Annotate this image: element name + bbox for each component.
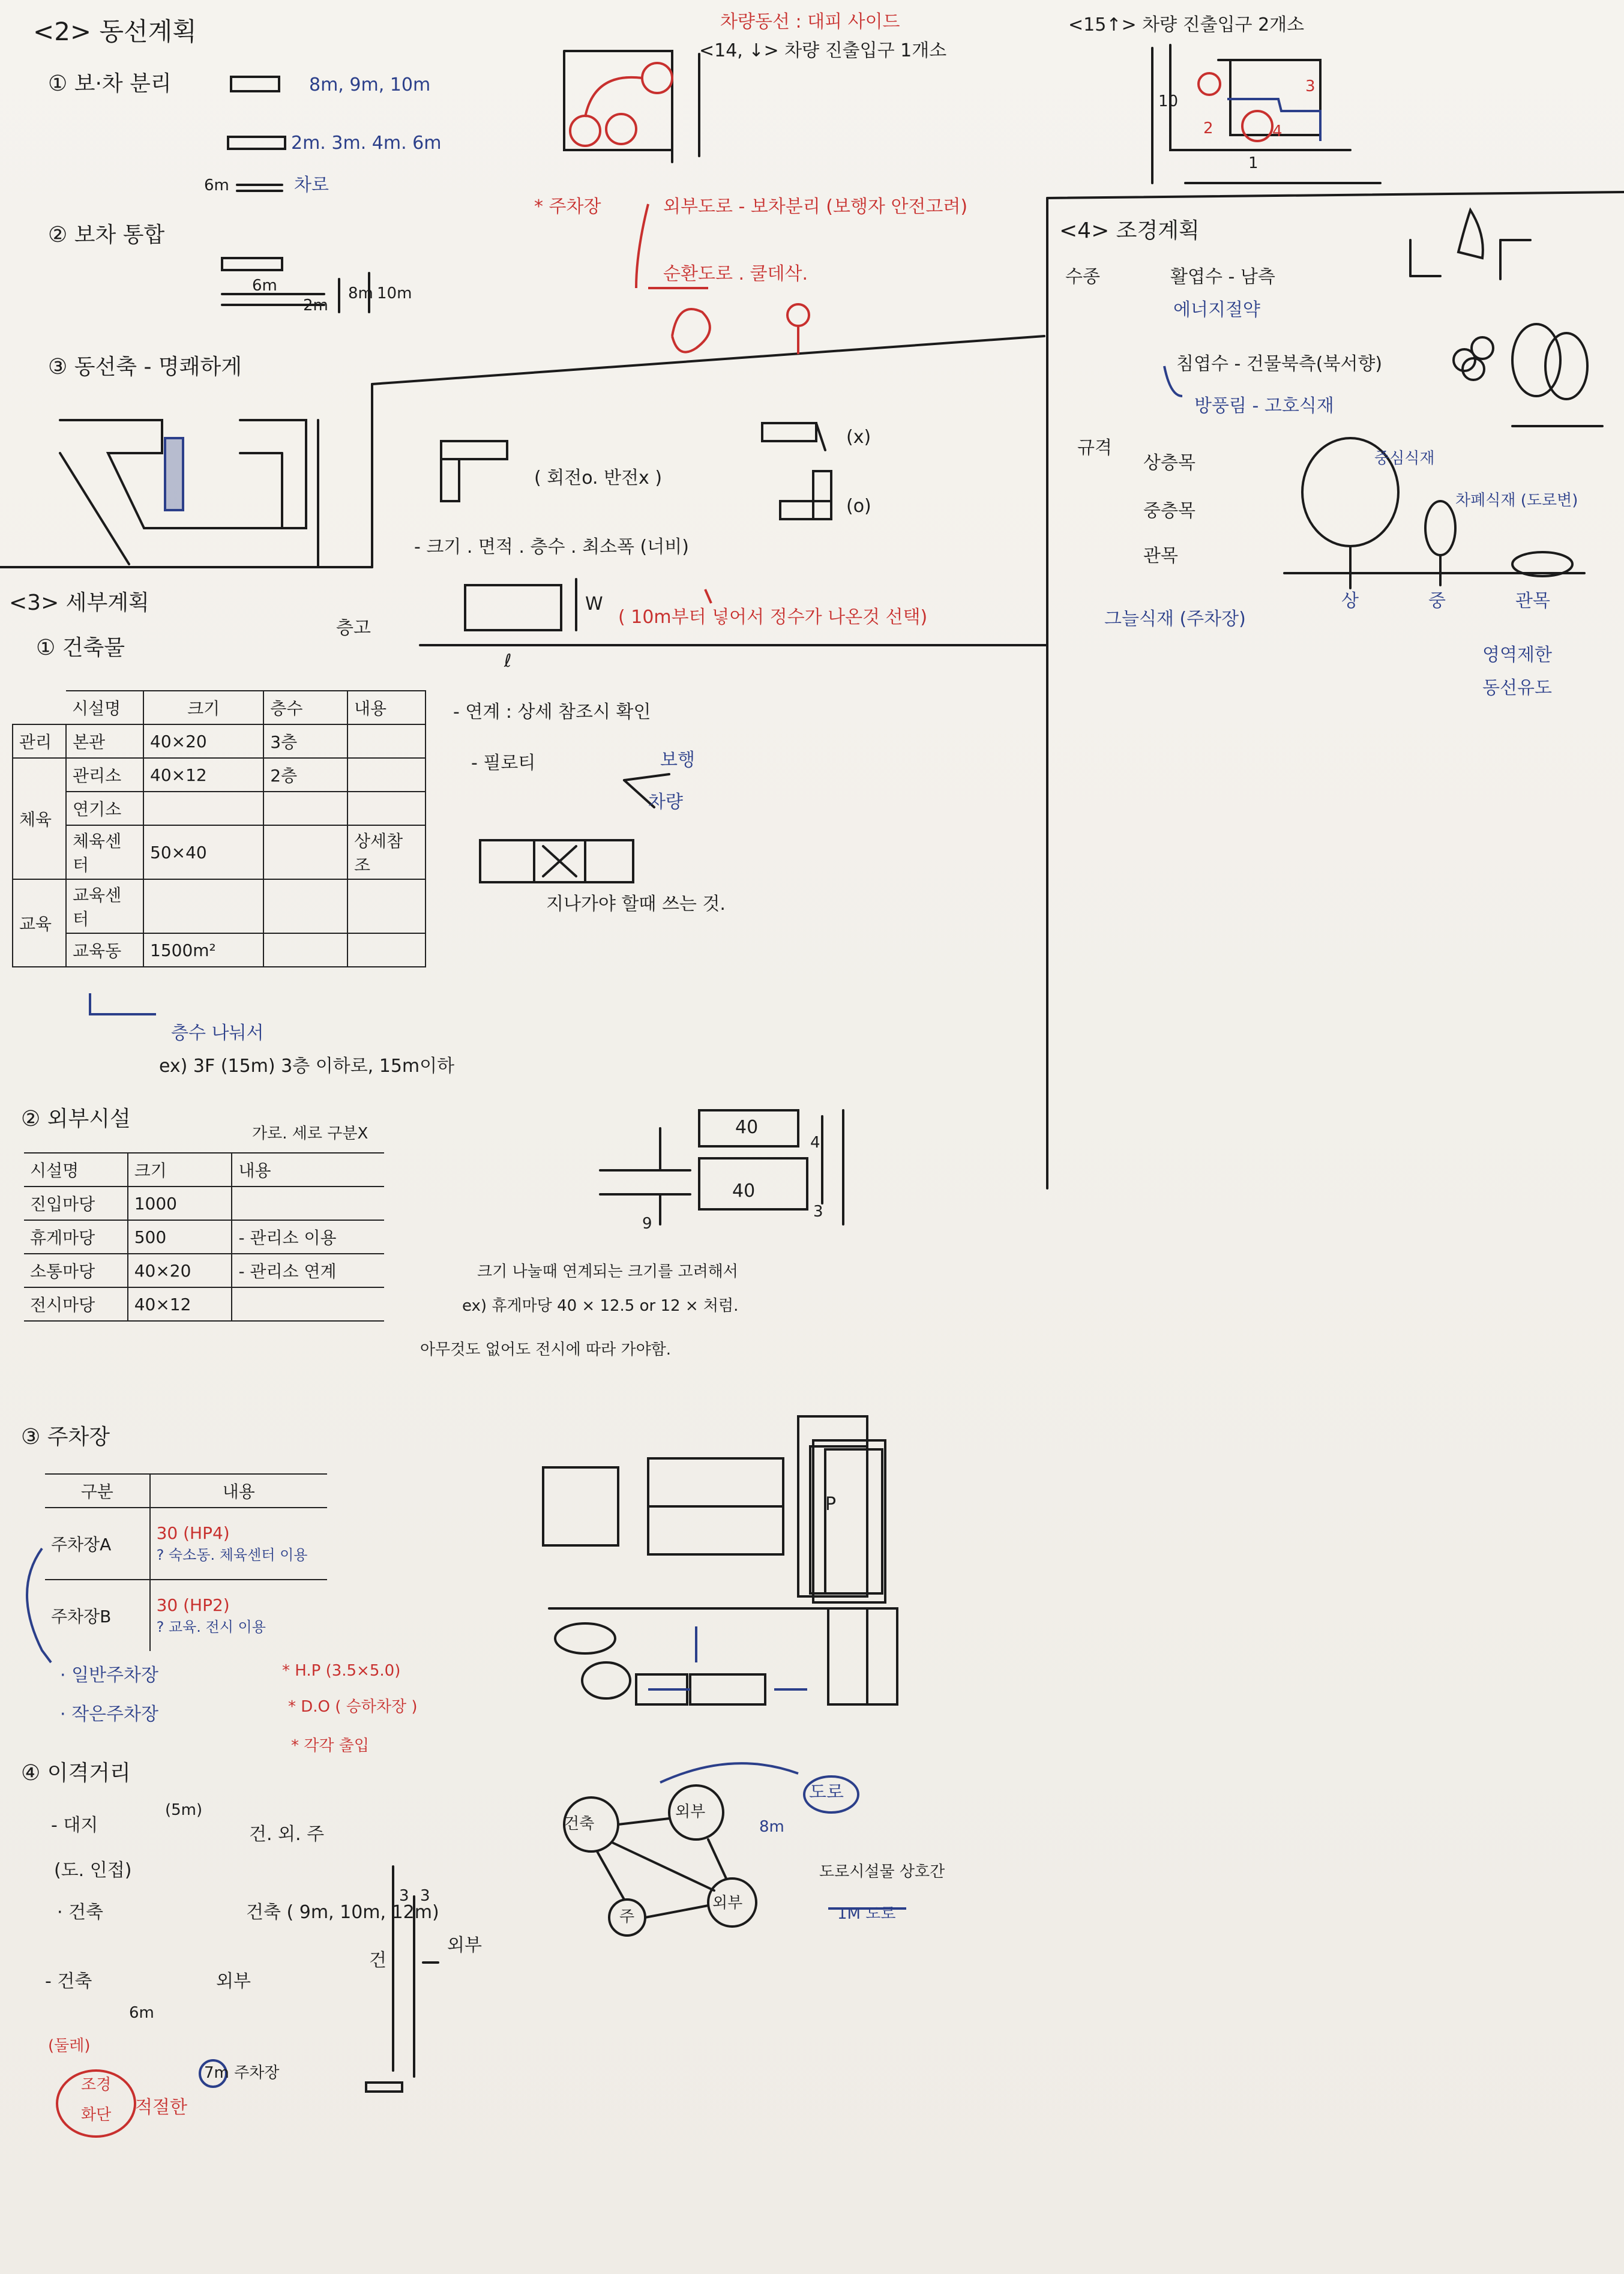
cell-size [143,879,263,933]
parking-p2: 순환도로 . 쿨데삭. [663,263,808,284]
node-building: 건축 [564,1815,595,1833]
parking-a-use: ? 숙소동. 체육센터 이용 [156,1547,308,1563]
outdoor-note: 가로. 세로 구분X [252,1125,368,1143]
dim-4: 4 [810,1134,820,1152]
parking-table [45,1473,327,1651]
sec2-item1: ① 보·차 분리 [48,71,172,96]
node-parking: 주 [619,1908,635,1926]
cell-name: 교육동 [66,933,143,967]
cell-floors [263,879,347,933]
table-row [24,1287,384,1321]
dim-3: 3 [813,1203,823,1221]
node-outdoor-2: 외부 [712,1894,743,1912]
dist-l3c: (둘레) [48,2037,91,2055]
table-row [45,1508,327,1580]
table-row [24,1254,384,1287]
cell-memo: - 관리소 연계 [232,1254,384,1287]
table-row [45,1580,327,1651]
cell-name: 교육센터 [66,879,143,933]
vehicle-line1: 차량동선 : 대피 사이드 [720,11,900,32]
table-header: 내용 [150,1474,327,1508]
dist-l1a: - 대지 [51,1815,98,1836]
road-note-2: 1M 도로 [837,1905,896,1923]
cell-size: 40×20 [128,1254,232,1287]
table-row [24,1187,384,1220]
parking-b-use: ? 교육. 전시 이용 [156,1619,266,1635]
w-note: ( 10m부터 넣어서 정수가 나온것 선택) [618,607,928,628]
site-n1: 1 [1248,154,1259,172]
dist-l3f: 화단 [81,2106,112,2124]
vehicle-line2: <14, ↓> 차량 진출입구 1개소 [699,40,947,61]
table-header: 시설명 [24,1153,128,1187]
table-header: 시설명 [66,691,143,724]
dist-l1c: (도. 인접) [54,1860,132,1881]
small-parking-note: * D.O ( 승하차장 ) [288,1698,418,1716]
needle-leaf: 침엽수 - 건물북측(북서향) [1176,353,1383,374]
dim-8m: 8m [348,284,373,302]
dist-l3d: 7m 주차장 [204,2064,280,2082]
dim-6m: 6m [252,277,277,295]
parking-title: * 주차장 [534,196,601,217]
parking-p1: 외부도로 - 보차분리 (보행자 안전고려) [663,196,968,217]
outdoor-note2: ex) 휴게마당 40 × 12.5 or 12 × 처럼. [462,1297,739,1315]
shrub: 관목 [1143,546,1178,567]
cell-memo: 상세참조 [347,825,426,879]
table-row [13,879,426,933]
sec2-widths1: 8m, 9m, 10m [309,74,431,95]
cell-size: 1000 [128,1187,232,1220]
energy-saving: 에너지절약 [1173,299,1260,320]
link-note: - 연계 : 상세 참조시 확인 [453,702,651,723]
dist-l1b: 건. 외. 주 [249,1824,325,1845]
spec-label: 규격 [1077,438,1112,459]
area-limit: 영역제한 [1482,645,1552,666]
cell-floors [263,825,347,879]
parking-p-mark: P [825,1494,837,1515]
sec2-item3: ③ 동선축 - 명쾌하게 [48,355,242,379]
sketch-gun: 건 [369,1950,386,1971]
sec2-w3-left: 6m [204,176,229,194]
cell-memo [347,933,426,967]
sec2-title: <2> 동선계획 [33,17,197,46]
table-header: 크기 [143,691,263,724]
general-parking-note: * H.P (3.5×5.0) [282,1662,401,1680]
outdoor-note3: 아무것도 없어도 전시에 따라 가야함. [420,1341,672,1359]
dist-l2b: 건축 ( 9m, 10m, 12m) [246,1902,439,1923]
road-distance: 8m [759,1818,784,1836]
parking-a-label: 주차장A [45,1508,150,1580]
table-header: 층수 [263,691,347,724]
piloti-label: - 필로티 [471,753,536,774]
table-row [13,825,426,879]
cell-name: 전시마당 [24,1287,128,1321]
node-road: 도로 [809,1782,844,1803]
cell-size: 50×40 [143,825,263,879]
group-cell: 체육 [13,758,66,879]
sec3-title: <3> 세부계획 [9,591,149,615]
box40-b: 40 [732,1181,756,1202]
cell-name: 연기소 [66,792,143,825]
sketch-oebu: 외부 [447,1935,482,1956]
parking-b-label: 주차장B [45,1580,150,1651]
vehicle-line3: <15↑> 차량 진출입구 2개소 [1068,14,1305,35]
distance-title: ④ 이격거리 [21,1761,131,1785]
dist-l3m: 6m [129,2004,154,2022]
cell-name: 본관 [66,724,143,758]
screen-planting: 차폐식재 (도로변) [1455,492,1578,510]
cell-memo [347,792,426,825]
cell-floors [263,792,347,825]
sec2-widths2: 2m. 3m. 4m. 6m [291,133,442,154]
piloti-car: 차량 [648,792,683,813]
cell-floors [263,933,347,967]
piloti-pass: 지나가야 할때 쓰는 것. [546,894,726,915]
parking-a-detail [150,1508,327,1580]
parking-b-detail [150,1580,327,1651]
cell-size: 40×12 [128,1287,232,1321]
dim-10m: 10m [377,284,412,302]
turn-note: ( 회전o. 반전x ) [534,468,663,489]
table-header-group [13,691,66,724]
site-n10: 10 [1158,92,1179,110]
node-outdoor: 외부 [675,1803,706,1821]
sketch-3b: 3 [420,1887,430,1905]
small-parking: · 작은주차장 [60,1704,158,1725]
site-n4: 4 [1272,122,1283,140]
site-n3: 3 [1305,77,1316,95]
sec2-item2: ② 보차 통합 [48,223,165,247]
flow-guide: 동선유도 [1482,678,1552,699]
cell-memo [232,1187,384,1220]
cell-name: 소통마당 [24,1254,128,1287]
dim-2m: 2m [303,296,328,314]
grade-3: 관목 [1515,591,1550,612]
sec2-w3-label: 차로 [294,175,329,196]
floor-note: 층수 나눠서 [171,1023,264,1044]
cell-memo [347,724,426,758]
ceiling-note: 층고 [336,618,371,639]
center-planting: 중심식재 [1374,450,1435,468]
grade-2: 중 [1428,591,1446,612]
outdoor-note1: 크기 나눌때 연계되는 크기를 고려해서 [477,1263,738,1281]
dist-l2a: · 건축 [57,1902,104,1923]
cell-size: 1500m² [143,933,263,967]
sec4-title: <4> 조경계획 [1059,218,1200,243]
table-row [13,933,426,967]
outdoor-title: ② 외부시설 [21,1107,131,1131]
group-cell: 교육 [13,879,66,967]
table-header: 내용 [232,1153,384,1187]
sketch-3a: 3 [399,1887,409,1905]
piloti-walk: 보행 [660,750,695,771]
table-header: 구분 [45,1474,150,1508]
cell-name: 체육센터 [66,825,143,879]
x-mark: (x) [846,427,871,448]
table-header: 크기 [128,1153,232,1187]
cell-size: 40×12 [143,758,263,792]
box40-a: 40 [735,1117,759,1138]
size-line: - 크기 . 면적 . 층수 . 최소폭 (너비) [414,537,689,558]
evergreen: 활엽수 - 남측 [1170,266,1275,287]
l-label: ℓ [504,651,512,672]
dist-l3a: - 건축 [45,1971,92,1992]
table-row [13,724,426,758]
outdoor-table [24,1152,384,1322]
floor-example: ex) 3F (15m) 3층 이하로, 15m이하 [159,1056,455,1077]
mid-tree: 중층목 [1143,501,1195,522]
cell-size: 40×20 [143,724,263,758]
species-label: 수종 [1065,266,1100,287]
parking-a-count: 30 (HP4) [156,1523,230,1543]
table-row [13,758,426,792]
cell-memo [347,879,426,933]
site-n2: 2 [1203,119,1213,137]
tall-tree: 상층목 [1143,453,1195,474]
dist-l1m: (5m) [165,1801,203,1819]
windbreak: 방풍림 - 고호식재 [1194,396,1334,417]
dist-l3b: 외부 [216,1971,251,1992]
cell-name: 진입마당 [24,1187,128,1220]
cell-floors: 2층 [263,758,347,792]
dist-l3g: 적절한 [135,2097,187,2118]
cell-size: 500 [128,1220,232,1254]
each-entrance: * 각각 출입 [291,1737,369,1755]
cell-size [143,792,263,825]
dim-9: 9 [642,1215,652,1233]
buildings-table [12,690,426,967]
cell-floors: 3층 [263,724,347,758]
general-parking: · 일반주차장 [60,1665,158,1686]
table-row [13,792,426,825]
shade-planting: 그늘식재 (주차장) [1104,609,1246,630]
w-label: W [585,594,603,615]
buildings-title: ① 건축물 [36,636,125,660]
grade-1: 상 [1341,591,1359,612]
cell-name: 관리소 [66,758,143,792]
table-row [24,1220,384,1254]
road-note: 도로시설물 상호간 [819,1863,945,1881]
parking-section-title: ③ 주차장 [21,1425,110,1449]
cell-memo [232,1287,384,1321]
cell-memo [347,758,426,792]
o-mark: (o) [846,496,871,517]
parking-b-count: 30 (HP2) [156,1595,230,1615]
group-cell: 관리 [13,724,66,758]
cell-memo: - 관리소 이용 [232,1220,384,1254]
table-header: 내용 [347,691,426,724]
cell-name: 휴게마당 [24,1220,128,1254]
dist-l3e: 조경 [81,2076,112,2094]
